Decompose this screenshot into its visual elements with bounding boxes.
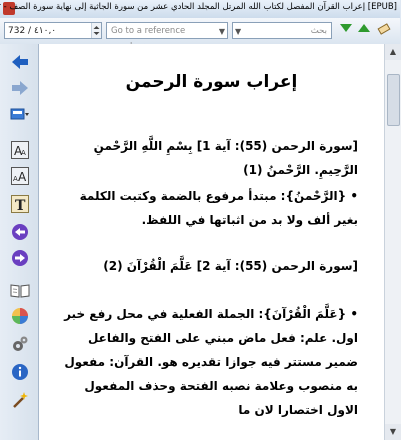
open-book-icon [10,282,30,298]
font-larger-button[interactable] [9,140,31,160]
previous-page-button[interactable] [9,222,31,242]
preferences-button[interactable] [9,334,31,354]
chevron-down-icon[interactable]: ▼ [218,27,225,36]
svg-text:A: A [14,144,23,158]
triangle-down-icon [339,22,353,34]
verse-explanation-2: • {عَلَّمَ الْقُرْآنَ}: الجملة الفعلية في محل رفع خبر اول. علم: فعل ماض مبني على الفتح والفاعل ضمير مستتر فيه جوازا تقديره هو. القرآن: مفعول به منصوب وعلامة نصبه الفتحة وحذف المفعول الاول اختصارا لان ما [64,307,358,417]
svg-text:A: A [21,149,26,157]
circle-left-arrow-icon [11,223,29,241]
title-bar [0,0,400,19]
book-icon [10,107,30,121]
reference-input[interactable] [106,22,228,39]
forward-arrow-icon [11,80,29,96]
eraser-icon [377,22,391,36]
bookmark-button[interactable] [9,390,31,410]
spin-arrows-icon[interactable] [91,23,101,38]
window-title: [EPUB] إعراب القرآن المفصل لكتاب الله المرتل المجلد الحادي عشر من سورة الجاثية إلى نهاية سورة الصف - [3,2,397,12]
table-of-contents-button[interactable] [9,280,31,300]
back-arrow-icon [11,54,29,70]
next-page-button[interactable] [9,248,31,268]
color-wheel-icon [11,307,29,325]
position-value: 732 / ٤١٠,٠ [8,26,57,36]
font-settings-button[interactable] [9,194,31,214]
forward-button[interactable] [9,78,31,98]
scrollbar-thumb[interactable] [387,74,400,126]
font-smaller-button[interactable] [9,166,31,186]
circle-right-arrow-icon [11,249,29,267]
svg-text:A: A [18,170,27,184]
font-size-larger-icon [11,141,29,159]
scroll-up-icon[interactable]: ▲ [385,44,401,60]
search-placeholder: بحث [310,26,327,36]
find-previous-button[interactable] [338,22,354,39]
book-page[interactable] [39,44,384,440]
verse-explanation-1: • {الرَّحْمنُ}: مبتدأ مرفوع بالضمة وكتبت الكلمة بغير ألف ولا بد من اثباتها في اللفظ. [79,189,358,227]
search-input[interactable] [232,22,332,39]
position-spinbox[interactable] [4,22,102,39]
verse-header-2: [سورة الرحمن (55): آية 2] عَلَّمَ الْقُرْآنَ (2) [103,259,358,273]
verse-header-1: [سورة الرحمن (55): آية 1] بِسْمِ اللَّهِ الرَّحْمنِ الرَّحِيمِ. الرَّحْمنُ (1) [93,139,358,177]
scroll-down-icon[interactable]: ▼ [385,424,401,440]
font-size-smaller-icon [11,167,29,185]
chevron-down-icon[interactable]: ▼ [235,27,242,36]
about-button[interactable] [9,362,31,382]
open-ebook-button[interactable] [9,104,31,124]
info-icon [11,363,29,381]
vertical-scrollbar[interactable] [384,44,401,440]
back-button[interactable] [9,52,31,72]
clear-search-button[interactable] [376,22,392,39]
left-toolbar [0,44,39,440]
metadata-button[interactable] [9,306,31,326]
svg-text:A: A [13,175,18,183]
triangle-up-icon [357,22,371,34]
top-toolbar [0,18,400,45]
find-next-button[interactable] [356,22,372,39]
magic-wand-icon [11,391,29,409]
chapter-heading: إعراب سورة الرحمن [125,72,298,92]
svg-text:T: T [15,198,26,214]
reference-placeholder: Go to a reference [111,26,186,36]
gear-icon [11,335,29,353]
text-t-icon [11,195,29,213]
